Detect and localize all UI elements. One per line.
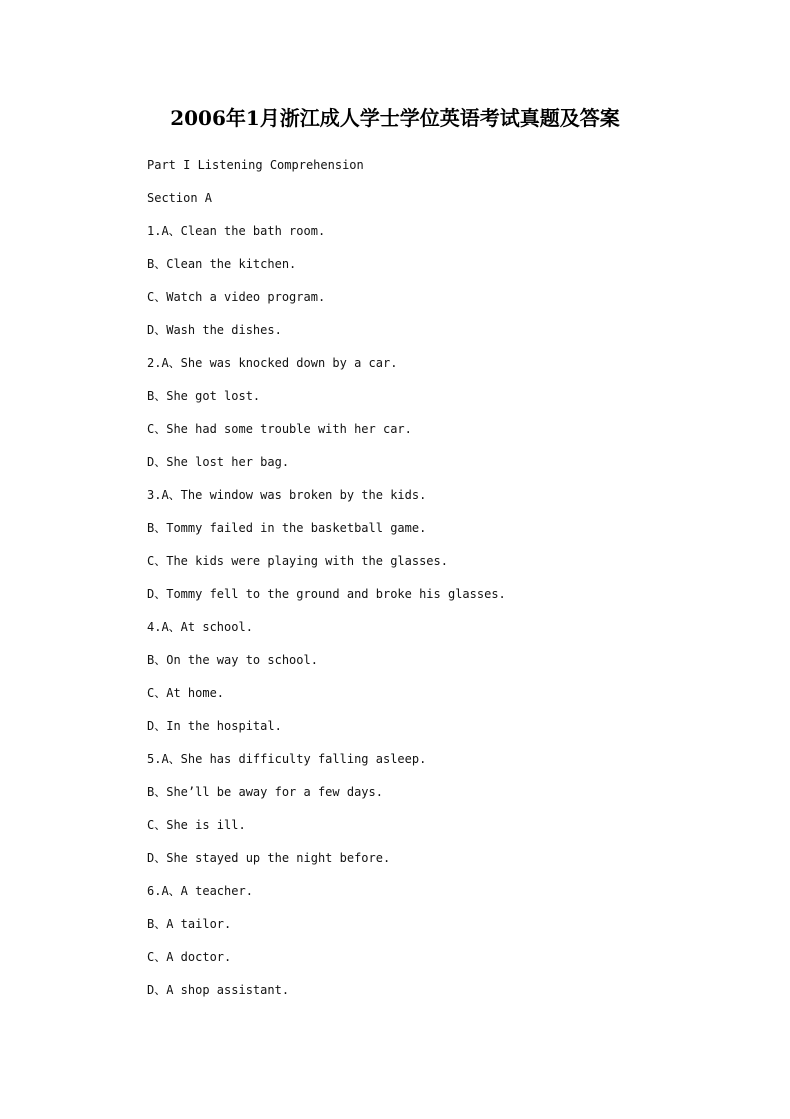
question-3-option-a: 3.A、The window was broken by the kids.	[147, 488, 427, 502]
question-1-option-d: D、Wash the dishes.	[147, 323, 282, 337]
question-2-option-b: B、She got lost.	[147, 389, 261, 403]
question-1-option-b: B、Clean the kitchen.	[147, 257, 297, 271]
question-6-option-c: C、A doctor.	[147, 950, 232, 964]
question-1-option-a: 1.A、Clean the bath room.	[147, 224, 326, 238]
question-2-option-c: C、She had some trouble with her car.	[147, 422, 412, 436]
page-title: 2006年1月浙江成人学士学位英语考试真题及答案	[170, 106, 620, 130]
question-5-option-d: D、She stayed up the night before.	[147, 851, 391, 865]
question-2-option-d: D、She lost her bag.	[147, 455, 290, 469]
question-4-option-c: C、At home.	[147, 686, 225, 700]
question-4-option-b: B、On the way to school.	[147, 653, 318, 667]
question-4-option-a: 4.A、At school.	[147, 620, 253, 634]
question-5-option-b: B、She’ll be away for a few days.	[147, 785, 383, 799]
question-3-option-d: D、Tommy fell to the ground and broke his glasses.	[147, 587, 506, 601]
question-2-option-a: 2.A、She was knocked down by a car.	[147, 356, 398, 370]
section-subheading: Section A	[147, 191, 213, 205]
question-6-option-b: B、A tailor.	[147, 917, 232, 931]
question-3-option-b: B、Tommy failed in the basketball game.	[147, 521, 427, 535]
question-5-option-c: C、She is ill.	[147, 818, 246, 832]
question-5-option-a: 5.A、She has difficulty falling asleep.	[147, 752, 427, 766]
section-heading: Part I Listening Comprehension	[147, 158, 364, 172]
question-3-option-c: C、The kids were playing with the glasses.	[147, 554, 448, 568]
document-body	[147, 155, 506, 1013]
question-4-option-d: D、In the hospital.	[147, 719, 282, 733]
question-6-option-a: 6.A、A teacher.	[147, 884, 253, 898]
question-1-option-c: C、Watch a video program.	[147, 290, 326, 304]
question-6-option-d: D、A shop assistant.	[147, 983, 290, 997]
